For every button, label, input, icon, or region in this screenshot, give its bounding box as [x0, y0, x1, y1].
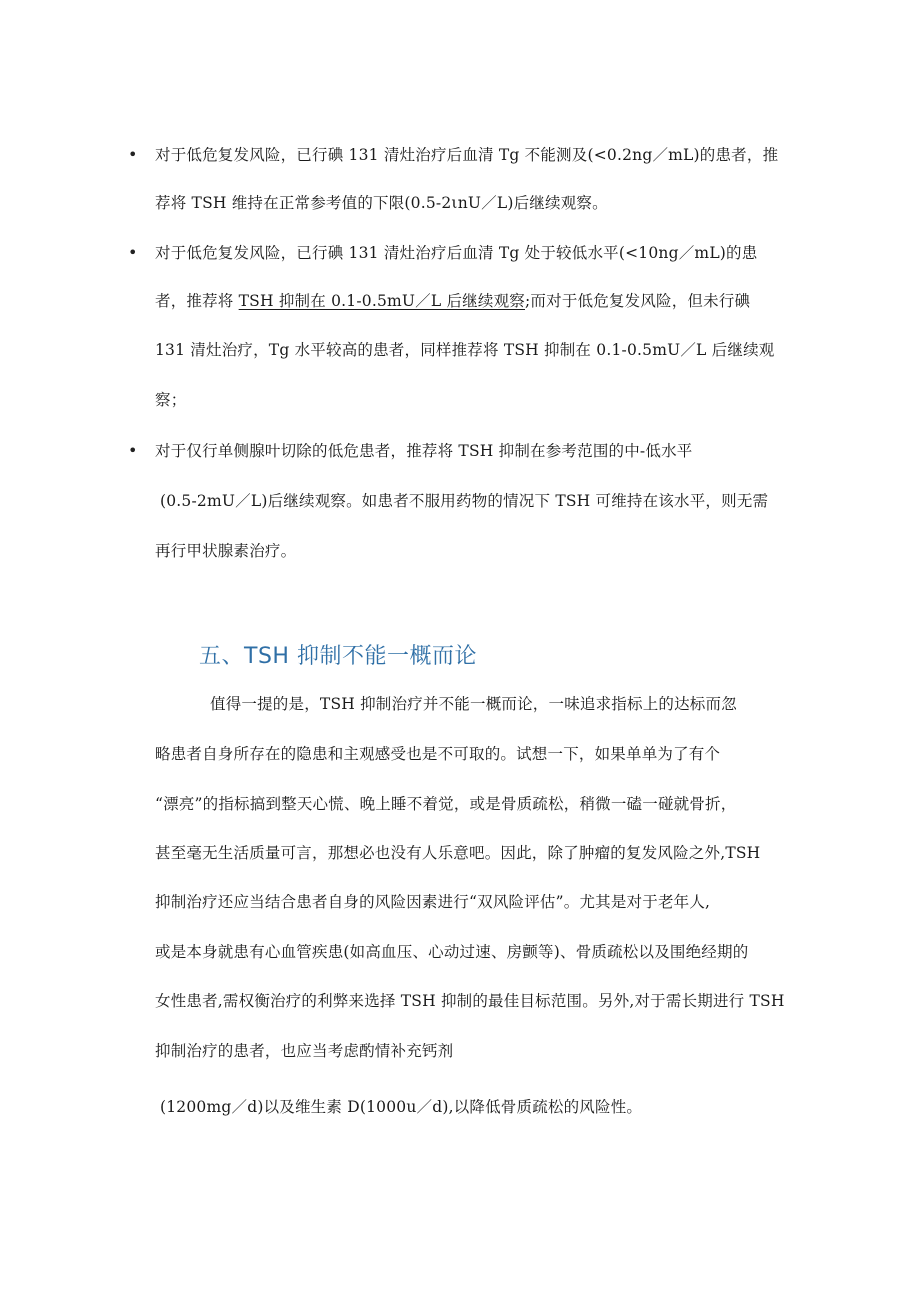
- bullet-2-line-4: 察；: [155, 391, 187, 409]
- bullet-2-underlined-text: TSH 抑制在 0.1-0.5mU／L 后继续观察: [238, 292, 525, 310]
- bullet-3-line-3: 再行甲状腺素治疗。: [155, 542, 297, 560]
- paragraph-line-8: 抑制治疗的患者，也应当考虑酌情补充钙剂: [155, 1042, 454, 1060]
- bullet-3-line-1: 对于仅行单侧腺叶切除的低危患者，推荐将 TSH 抑制在参考范围的中-低水平: [155, 442, 693, 460]
- paragraph-line-5: 抑制治疗还应当结合患者自身的风险因素进行“双风险评估”。尤其是对于老年人,: [155, 893, 711, 911]
- bullet-2-line-3: 131 清灶治疗，Tg 水平较高的患者，同样推荐将 TSH 抑制在 0.1-0.5mU／L 后继续观: [155, 341, 775, 359]
- bullet-2-line-2-pre: 者，推荐将: [155, 292, 239, 310]
- bullet-2-line-1: 对于低危复发风险，已行碘 131 清灶治疗后血清 Tg 处于较低水平(<10ng／mL)的患: [155, 244, 758, 262]
- section-heading: 五、TSH 抑制不能一概而论: [199, 644, 477, 669]
- bullet-2-line-2: [155, 291, 750, 311]
- bullet-icon: •: [128, 145, 138, 164]
- bullet-3-line-2: (0.5-2mU／L)后继续观察。如患者不服用药物的情况下 TSH 可维持在该水平，则无需: [160, 492, 769, 510]
- bullet-2-line-2-post: ;而对于低危复发风险，但未行碘: [525, 292, 751, 310]
- paragraph-line-1: 值得一提的是，TSH 抑制治疗并不能一概而论，一味追求指标上的达标而忽: [210, 695, 737, 713]
- paragraph-line-7: 女性患者,需权衡治疗的利弊来选择 TSH 抑制的最佳目标范围。另外,对于需长期进行 TSH: [155, 992, 785, 1010]
- bullet-1-line-1: 对于低危复发风险，已行碘 131 清灶治疗后血清 Tg 不能测及(<0.2ng／mL)的患者，推: [155, 146, 779, 164]
- paragraph-line-3: “漂亮”的指标搞到整天心慌、晚上睡不着觉，或是骨质疏松，稍微一磕一碰就骨折，: [155, 795, 737, 813]
- bullet-icon: •: [128, 441, 138, 460]
- bullet-icon: •: [128, 243, 138, 262]
- paragraph-line-2: 略患者自身所存在的隐患和主观感受也是不可取的。试想一下，如果单单为了有个: [155, 745, 721, 763]
- paragraph-line-9: (1200mg／d)以及维生素 D(1000u／d),以降低骨质疏松的风险性。: [160, 1098, 643, 1116]
- bullet-1-line-2: 荐将 TSH 维持在正常参考值的下限(0.5-2ιnU／L)后继续观察。: [155, 194, 608, 212]
- paragraph-line-6: 或是本身就患有心血管疾患(如高血压、心动过速、房颤等)、骨质疏松以及围绝经期的: [155, 943, 749, 961]
- paragraph-line-4: 甚至毫无生活质量可言，那想必也没有人乐意吧。因此，除了肿瘤的复发风险之外,TSH: [155, 844, 761, 862]
